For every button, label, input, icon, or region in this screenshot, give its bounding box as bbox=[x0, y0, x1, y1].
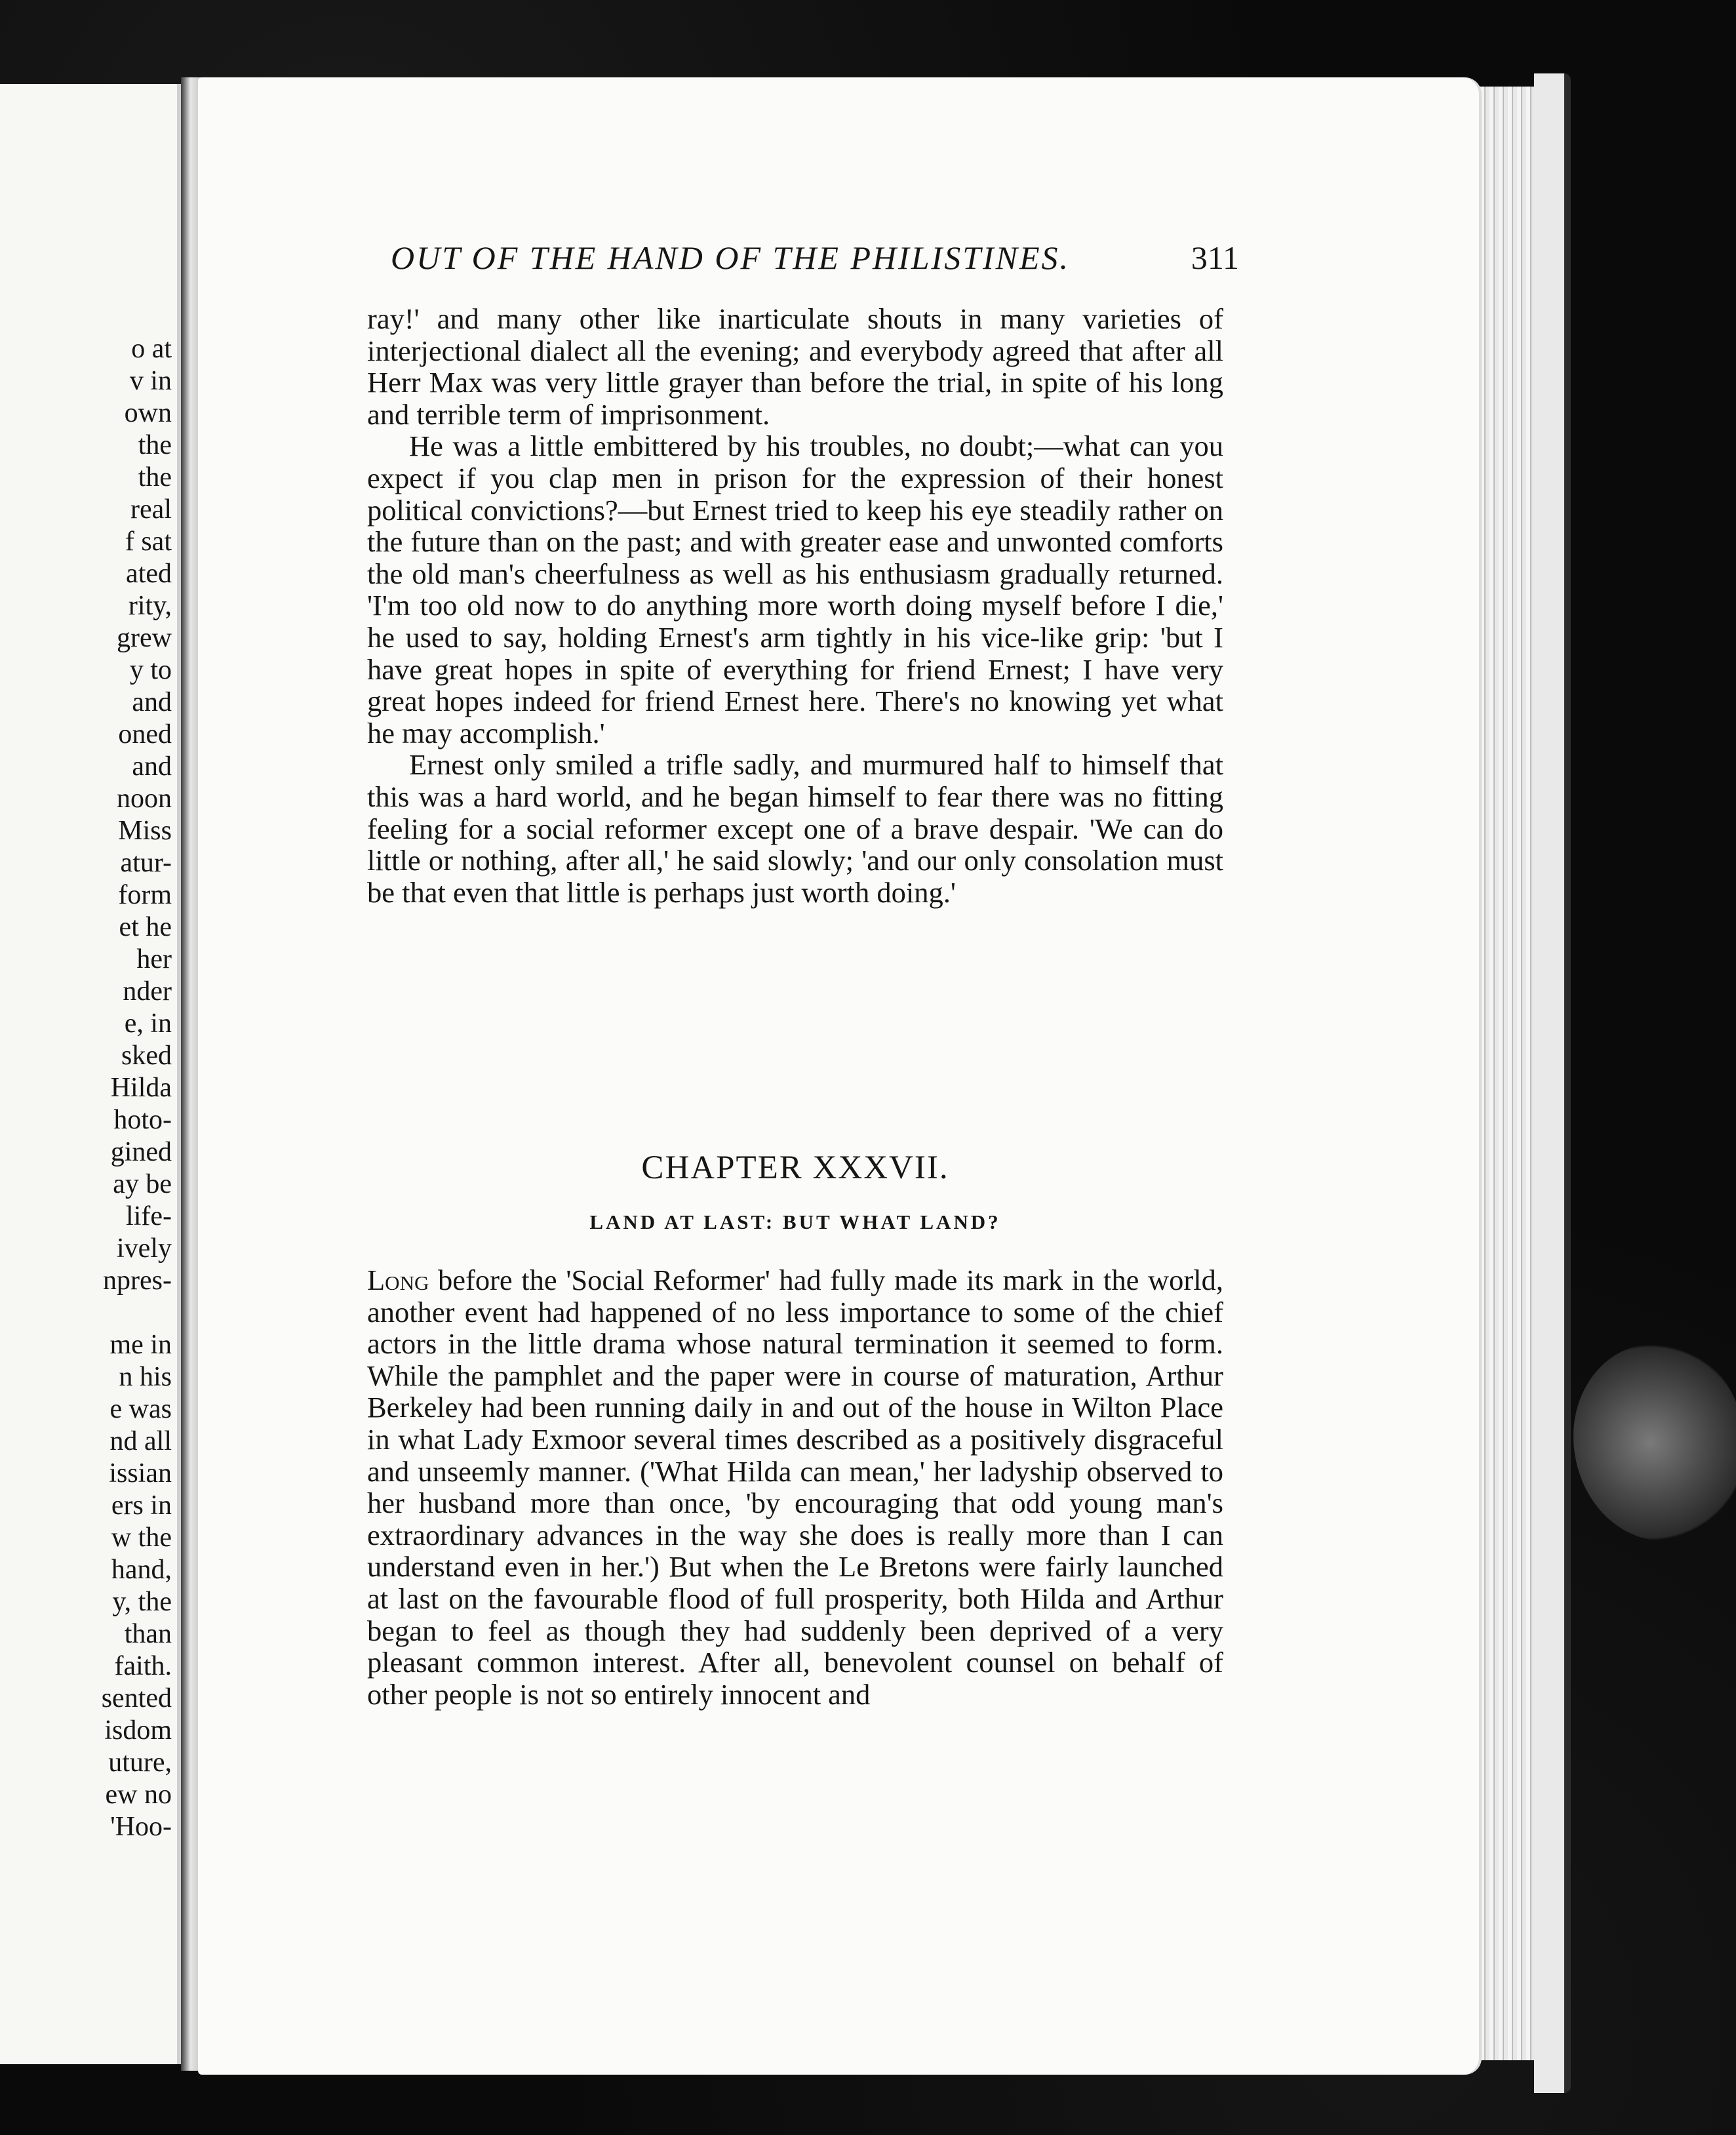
left-page-fragment: Hilda bbox=[110, 1073, 172, 1103]
left-page-fragment: atur- bbox=[120, 848, 172, 878]
left-page-fragment: npres- bbox=[103, 1266, 172, 1296]
left-page-fragment: the bbox=[138, 462, 172, 492]
left-page-fragment: y, the bbox=[112, 1587, 172, 1617]
book-cover-edge bbox=[1534, 73, 1571, 2093]
left-page-fragment: and bbox=[132, 687, 172, 717]
left-page-fragment: sented bbox=[101, 1683, 172, 1713]
left-page-fragment: than bbox=[124, 1619, 172, 1649]
left-page-fragment: form bbox=[118, 880, 172, 910]
left-page-fragment: et he bbox=[119, 912, 172, 942]
left-page-fragment: her bbox=[136, 944, 172, 974]
left-page-fragment: hoto- bbox=[113, 1105, 172, 1135]
left-page-fragment: ated bbox=[126, 559, 172, 589]
running-title: OUT OF THE HAND OF THE PHILISTINES. bbox=[391, 239, 1071, 276]
left-page-fragment: noon bbox=[117, 784, 172, 814]
left-page-fragment: ively bbox=[117, 1233, 172, 1264]
left-page-fragment: f sat bbox=[125, 527, 172, 557]
left-page-fragment: uture, bbox=[108, 1747, 172, 1778]
left-page-fragment: real bbox=[130, 494, 172, 525]
left-page-fragment: gined bbox=[110, 1137, 172, 1167]
paragraph: ray!' and many other like inarticulate shouts in many varieties of interjectional dialect all the evening; and everybody agreed that after all Herr Max was very little grayer than before the trial, in spite of his long and terrible term of imprisonment. bbox=[367, 302, 1223, 431]
left-page-fragment: the bbox=[138, 430, 172, 460]
left-page-fragment: o at bbox=[131, 334, 172, 364]
left-page-fragment: 'Hoo- bbox=[110, 1812, 172, 1842]
body-text bbox=[367, 303, 1223, 908]
drop-word: Long bbox=[367, 1264, 429, 1296]
left-page-fragment: n his bbox=[119, 1362, 172, 1392]
chapter-subtitle: LAND AT LAST: BUT WHAT LAND? bbox=[589, 1210, 1001, 1233]
left-page-fragment: faith. bbox=[114, 1651, 172, 1681]
paragraph-rest: before the 'Social Reformer' had fully made its mark in the world, another event had happened of no less importance to some of the chief actors in the little drama whose natural termination it seemed to form. While the pamphlet and the paper were in course of maturation, Arthur Berkeley had been running daily in and out of the house in Wilton Place in what Lady Exmoor several times described as a positively disgraceful and unseemly manner. ('What Hilda can mean,' her ladyship observed to her husband more than once, 'by encouraging that odd young man's extraordinary advances in the way she does is really more than I can understand even in her.') But when the Le Bretons were fairly launched at last on the favourable flood of full prosperity, both Hilda and Arthur began to feel as though they had suddenly been deprived of a very pleasant common interest. After all, benevolent counsel on behalf of other people is not so entirely innocent and bbox=[367, 1264, 1223, 1711]
left-page-fragment: own bbox=[124, 398, 172, 428]
left-page-fragment: ers in bbox=[111, 1490, 172, 1521]
left-page-fragment: ay be bbox=[113, 1169, 172, 1199]
left-page-fragment: w the bbox=[111, 1523, 172, 1553]
left-page-fragment: Miss bbox=[118, 816, 172, 846]
left-page-fragment: v in bbox=[129, 366, 172, 396]
left-page-fragment: e, in bbox=[124, 1008, 172, 1039]
left-page-fragment: isdom bbox=[104, 1715, 172, 1746]
left-page-fragment: hand, bbox=[111, 1555, 172, 1585]
running-header bbox=[391, 239, 1239, 277]
left-page-fragment: nd all bbox=[109, 1426, 172, 1456]
paragraph bbox=[367, 1264, 1223, 1710]
left-page-fragment: oned bbox=[118, 719, 172, 749]
left-page-fragment: y to bbox=[129, 655, 172, 685]
page-number: 311 bbox=[1191, 239, 1239, 276]
chapter-title: CHAPTER XXXVII. bbox=[641, 1149, 949, 1186]
left-page-fragment: e was bbox=[109, 1394, 172, 1424]
paragraph: Ernest only smiled a trifle sadly, and murmured half to himself that this was a hard world, and he began himself to fear there was no fitting feeling for a social reformer except one of a brave despair. 'We can do little or nothing, after all,' he said slowly; 'and our only consolation must be that even that little is perhaps just worth doing.' bbox=[367, 748, 1223, 909]
left-page-fragment: rity, bbox=[128, 591, 172, 621]
left-page-fragment: nder bbox=[123, 976, 172, 1007]
paragraph: He was a little embittered by his troubles, no doubt;—what can you expect if you clap men in prison for the expression of their honest political convictions?—but Ernest tried to keep his eye steadily rather on the future than on the past; and with greater ease and unwonted comforts the old man's cheerfulness as well as his enthusiasm gradually returned. 'I'm too old now to do anything more worth doing myself before I die,' he used to say, holding Ernest's arm tightly in his vice-like grip: 'but I have great hopes in spite of everything for friend Ernest; I have very great hopes indeed for friend Ernest here. There's no knowing yet what he may accomplish.' bbox=[367, 429, 1223, 749]
chapter-body-text bbox=[367, 1264, 1223, 1710]
left-page-fragment: me in bbox=[109, 1330, 172, 1360]
left-page-fragment: life- bbox=[126, 1201, 172, 1231]
left-page-fragment: sked bbox=[121, 1041, 172, 1071]
left-page-fragment: and bbox=[132, 751, 172, 782]
left-page-fragment: ew no bbox=[105, 1780, 172, 1810]
left-page-fragment: grew bbox=[117, 623, 172, 653]
left-facing-page bbox=[0, 84, 181, 2064]
left-page-fragment: issian bbox=[109, 1458, 172, 1488]
